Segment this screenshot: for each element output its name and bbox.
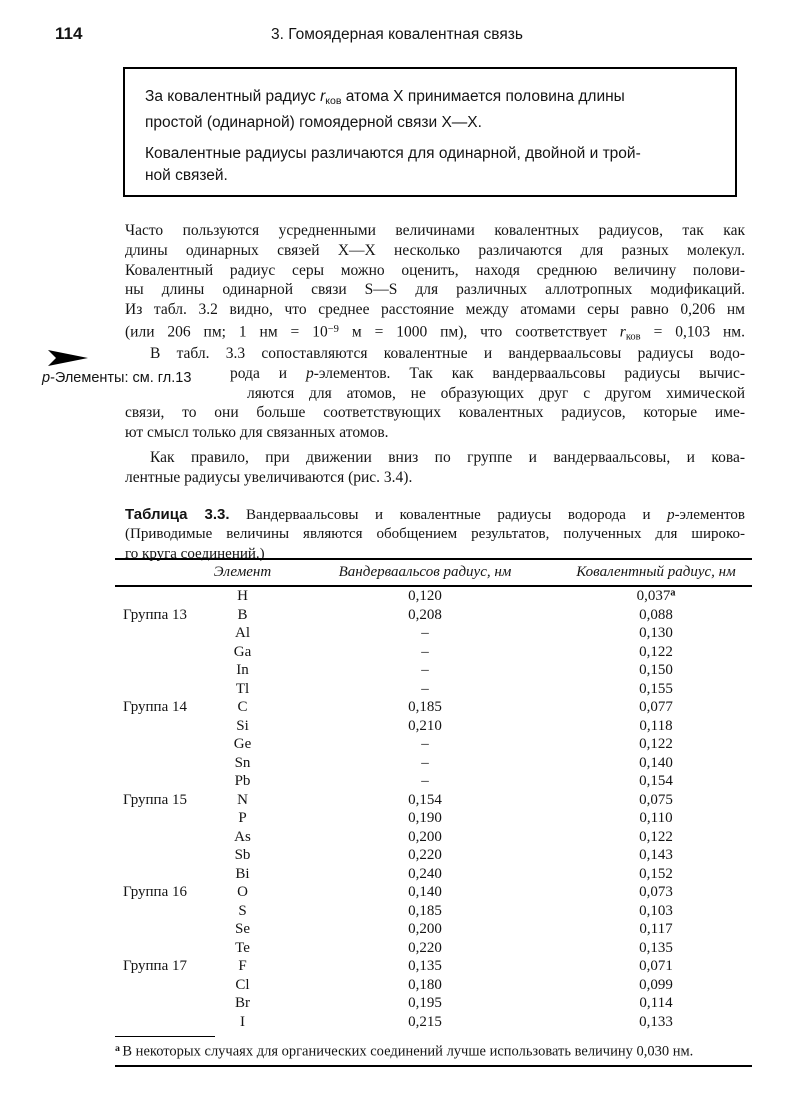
table-row (115, 586, 752, 606)
td-el: F (238, 958, 247, 974)
td-vdw: 0,208 (408, 606, 442, 623)
td-el: B (237, 606, 248, 623)
td-vdw: 0,195 (408, 995, 442, 1011)
td-cov: 0,152 (639, 865, 673, 882)
td-cov: 0,122 (639, 643, 673, 660)
td-vdw: 0,200 (408, 921, 442, 937)
table-row (115, 902, 752, 921)
td-el: Te (235, 939, 250, 956)
table-row (115, 772, 752, 791)
td-el: S (238, 902, 247, 919)
td-group: Группа 16 (123, 884, 187, 900)
text-line: связи, то они больше соответствующих ковалентных радиусов, которые име- (125, 404, 745, 422)
table-row (115, 994, 752, 1013)
text-line: ны длины одинарной связи S—S для различных аллотропных модификаций. (125, 281, 745, 299)
td-cov: 0,117 (639, 921, 673, 937)
table-row (115, 606, 752, 625)
table-row (115, 791, 752, 810)
text-line: ют смысл только для связанных атомов. (125, 424, 389, 442)
footnote-marker: а (670, 587, 676, 599)
td-el: N (237, 791, 248, 808)
text-line: Как правило, при движении вниз по группе и вандерваальсовы, и кова- (150, 449, 745, 466)
text-line: ной связей. (145, 166, 228, 184)
td-group: Группа 14 (123, 699, 187, 715)
table-body (115, 586, 752, 1031)
td-el: Br (235, 995, 250, 1011)
header-group-column (115, 559, 195, 586)
td-group (115, 939, 195, 958)
td-vdw: 0,190 (408, 810, 442, 826)
td-vdw: 0,210 (408, 717, 442, 734)
td-el: I (240, 1013, 245, 1030)
footnote-separator (115, 1036, 215, 1037)
td-vdw: 0,200 (408, 828, 442, 845)
td-group (115, 865, 195, 884)
td-el: Ga (233, 643, 252, 660)
td-el: O (237, 884, 248, 900)
td-el: Cl (235, 976, 250, 993)
td-vdw: 0,220 (408, 847, 442, 863)
td-el: C (237, 699, 248, 715)
table-row (115, 939, 752, 958)
td-cov: 0,099 (639, 976, 673, 993)
td-cov: 0,122 (639, 736, 673, 752)
table-row (115, 865, 752, 884)
td-group: Группа 15 (123, 791, 187, 808)
td-group: Группа 17 (123, 958, 187, 974)
td-cov: 0,073 (639, 884, 673, 900)
table-footnote (115, 1040, 752, 1060)
table-row (115, 698, 752, 717)
table-bottom-rule (115, 1065, 752, 1067)
td-el: Bi (235, 865, 250, 882)
td-group (115, 624, 195, 643)
td-cov: 0,143 (639, 847, 673, 863)
td-vdw: – (421, 625, 429, 641)
td-cov: 0,135 (639, 939, 673, 956)
td-group (115, 680, 195, 699)
table-row (115, 680, 752, 699)
paragraph-group-trend (125, 448, 745, 488)
td-cov: $0,037^а$ (636, 587, 676, 604)
text-line: p-Элементы: см. гл.13 (42, 370, 192, 386)
paragraph-covalent-radii-averages (125, 221, 745, 347)
text-line: (Приводимые величины являются обобщением результатов, полученных для широко- (125, 526, 745, 543)
td-el: Si (236, 717, 249, 734)
td-group (115, 754, 195, 773)
td-group (115, 643, 195, 662)
td-cov: 0,133 (639, 1013, 673, 1030)
td-group (115, 772, 195, 791)
td-group (115, 920, 195, 939)
text-line: Из табл. 3.2 видно, что среднее расстояние между атомами серы равно 0,206 нм (125, 301, 745, 319)
table-row (115, 920, 752, 939)
text-line: В табл. 3.3 сопоставляются ковалентные и вандерваальсовы радиусы водо- (150, 345, 745, 362)
td-el: Se (235, 921, 250, 937)
table-caption (125, 505, 745, 564)
text-line: ляются для атомов, не образующих друг с другом химической (247, 384, 745, 402)
text-line: длины одинарных связей X—X несколько различаются для разных молекул. (125, 241, 745, 259)
td-cov: 0,130 (639, 625, 673, 641)
td-cov: 0,154 (639, 773, 673, 789)
text-line: Таблица 3.3. Вандерваальсовы и ковалентные радиусы водорода и p-элементов (125, 506, 745, 523)
text-line: За ковалентный радиус $r_{ков}$ атома X принимается половина длины (145, 88, 625, 107)
text-line: Ковалентный радиус серы можно оценить, находя среднюю величину полови- (125, 261, 745, 279)
td-vdw: – (421, 662, 429, 678)
td-group (115, 586, 195, 606)
td-vdw: 0,185 (408, 699, 442, 715)
td-group: Группа 13 (123, 606, 187, 623)
td-vdw: 0,140 (408, 884, 442, 900)
td-el: H (237, 588, 248, 604)
td-el: P (238, 810, 247, 826)
td-group (115, 846, 195, 865)
td-group (115, 717, 195, 736)
td-vdw: – (421, 643, 429, 660)
td-vdw: 0,185 (408, 902, 442, 919)
td-group (115, 661, 195, 680)
table-row (115, 846, 752, 865)
td-el: Al (235, 625, 250, 641)
text-line: Часто пользуются усредненными величинами ковалентных радиусов, так как (125, 222, 745, 239)
page-number: 114 (55, 24, 83, 43)
table-row (115, 809, 752, 828)
table-row (115, 976, 752, 995)
header-covalent-radius: Ковалентный радиус, нм (560, 559, 752, 586)
td-el: In (236, 662, 249, 678)
td-el: As (234, 828, 251, 845)
table-row (115, 828, 752, 847)
definition-box (123, 67, 737, 197)
td-group (115, 994, 195, 1013)
text-line: $^а$ В некоторых случаях для органических соединений лучше использовать величину 0,030 нм. (115, 1043, 694, 1060)
td-vdw: 0,180 (408, 976, 442, 993)
td-cov: 0,118 (639, 717, 673, 734)
table-row (115, 883, 752, 902)
td-vdw: – (421, 736, 429, 752)
td-group (115, 809, 195, 828)
text-line: Ковалентные радиусы различаются для одинарной, двойной и трой- (145, 144, 641, 162)
table-row (115, 735, 752, 754)
td-el: Sn (234, 754, 251, 771)
paragraph-table33-comparison (125, 344, 745, 443)
td-cov: 0,150 (639, 662, 673, 678)
td-group (115, 976, 195, 995)
table-row (115, 643, 752, 662)
td-vdw: 0,154 (408, 791, 442, 808)
table-row (115, 754, 752, 773)
td-vdw: 0,240 (408, 865, 442, 882)
td-cov: 0,075 (639, 791, 673, 808)
td-cov: 0,114 (639, 995, 673, 1011)
td-vdw: – (421, 773, 429, 789)
table-row (115, 1013, 752, 1032)
td-cov: 0,122 (639, 828, 673, 845)
table-row (115, 717, 752, 736)
td-cov: 0,077 (639, 699, 673, 715)
td-vdw: 0,135 (408, 958, 442, 974)
td-cov: 0,103 (639, 902, 673, 919)
td-group (115, 828, 195, 847)
td-cov: 0,071 (639, 958, 673, 974)
td-cov: 0,110 (639, 810, 673, 826)
text-line: (или 206 пм; 1 нм = $10^{-9}$ м = 1000 пм), что соответствует $r_{ков} = 0,103$ нм. (125, 323, 745, 343)
td-vdw: 0,220 (408, 939, 442, 956)
td-el: Sb (234, 847, 251, 863)
table-row (115, 957, 752, 976)
td-vdw: – (421, 680, 429, 697)
table-header-row (115, 559, 752, 586)
text-line: го круга соединений.) (125, 545, 265, 562)
td-el: Pb (234, 773, 251, 789)
td-group (115, 1013, 195, 1032)
td-vdw: 0,120 (408, 588, 442, 604)
td-el: Ge (233, 736, 252, 752)
td-el: Tl (235, 680, 250, 697)
td-group (115, 902, 195, 921)
td-cov: 0,140 (639, 754, 673, 771)
td-cov: 0,088 (639, 606, 673, 623)
table-row (115, 661, 752, 680)
radii-table (115, 558, 752, 1067)
running-head: 3. Гомоядерная ковалентная связь (271, 26, 523, 43)
text-line: рода и p-элементов. Так как вандерваальсовы радиусы вычис- (230, 364, 745, 382)
text-line: простой (одинарной) гомоядерной связи X—X. (145, 113, 482, 131)
td-group (115, 735, 195, 754)
text-line: лентные радиусы увеличиваются (рис. 3.4). (125, 468, 413, 486)
td-vdw: – (421, 754, 429, 771)
td-cov: 0,155 (639, 680, 673, 697)
header-element: Элемент (195, 559, 290, 586)
table-row (115, 624, 752, 643)
td-vdw: 0,215 (408, 1013, 442, 1030)
header-vdw-radius: Вандерваальсов радиус, нм (290, 559, 560, 586)
